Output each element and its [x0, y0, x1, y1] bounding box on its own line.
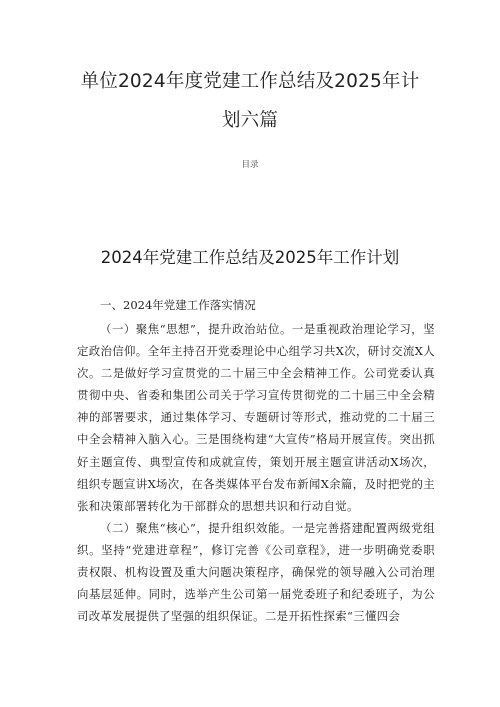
title-line-2: 划六篇 — [221, 110, 279, 131]
section-title: 2024年党建工作总结及2025年工作计划 — [100, 248, 400, 267]
paragraph: （二）聚焦“核心”，提升组织效能。一是完善搭建配置两级党组织。坚持“党建进章程”，修订完善《公司章程》，进一步明确党委职责权限、机构设置及重大问题决策程序，确保党的领导融入公司治理向基层延伸。同时，选举产生公司第一届党委班子和纪委班子，为公司改革发展提供了坚强的组织保证。二是开拓性探索“三懂四会 — [77, 520, 435, 624]
table-of-contents-label: 目录 — [241, 160, 259, 170]
section-heading: 一、2024年党建工作落实情况 — [100, 298, 256, 312]
document-title — [60, 62, 440, 140]
title-line-1: 单位2024年度党建工作总结及2025年计 — [80, 71, 420, 92]
body-text — [77, 318, 435, 627]
paragraph: （一）聚焦“思想”，提升政治站位。一是重视政治理论学习，坚定政治信仰。全年主持召开党委理论中心组学习共X次，研讨交流X人次。二是做好学习宣贯党的二十届三中全会精神工作。公司党委认真贯彻中央、省委和集团公司关于学习宣传贯彻党的二十届三中全会精神的部署要求，通过集体学习、专题研讨等形式，推动党的二十届三中全会精神入脑入心。三是围绕构建“大宣传”格局开展宣传。突出抓好主题宣传、典型宣传和成就宣传，策划开展主题宣讲活动X场次，组织专题宣讲X场次，在各类媒体平台发布新闻X余篇，及时把党的主张和决策部署转化为干部群众的思想共识和行动自觉。 — [77, 322, 435, 513]
